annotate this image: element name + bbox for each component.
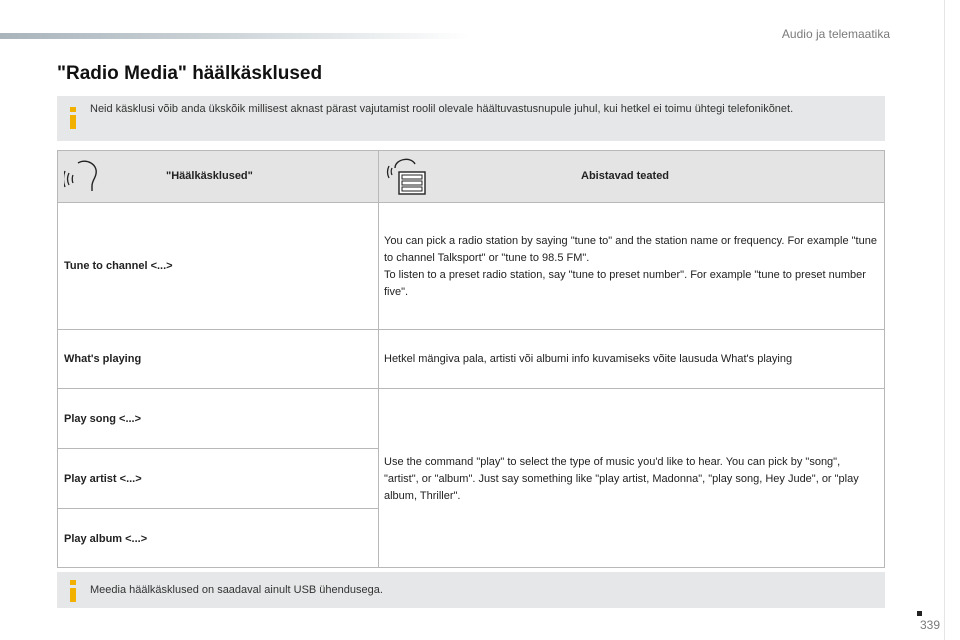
table-header (58, 151, 884, 203)
help-messages-icon (385, 156, 427, 196)
command-whats-playing: What's playing (64, 353, 142, 365)
page-number (920, 618, 940, 632)
info-note-text: Meedia häälkäsklused on saadaval ainult USB ühendusega. (90, 584, 383, 596)
page-marker (917, 611, 922, 616)
info-note-top (57, 96, 885, 141)
column-header-help: Abistavad teated (581, 170, 670, 182)
row-divider (58, 448, 378, 449)
help-play-commands: Use the command "play" to select the type of music you'd like to hear. You can pick by "song", "artist", or "album". Just say something like "play artist, Madonna", "play song, Hey Jude", or "play album, Thriller". (384, 456, 859, 502)
column-divider (378, 151, 379, 567)
row-divider (58, 388, 884, 389)
command-tune-to-channel: Tune to channel <...> (64, 260, 173, 272)
voice-commands-table (57, 150, 885, 568)
command-play-artist: Play artist <...> (64, 473, 142, 485)
help-text: You can pick a radio station by saying "tune to" and the station name or frequency. For example "tune to channel Talksport" or "tune to 98.5 FM". (384, 235, 877, 264)
header-bar (0, 33, 470, 39)
help-whats-playing: Hetkel mängiva pala, artisti või albumi info kuvamiseks võite lausuda What's playing (384, 353, 793, 365)
info-note-text: Neid käsklusi võib anda ükskõik millisest aknast pärast vajutamist roolil olevale häältuvastusnupule juhul, kui hetkel ei toimu ühtegi telefonikõnet. (90, 103, 794, 115)
page-number-text: 339 (919, 618, 940, 632)
column-header-commands: "Häälkäsklused" (166, 170, 253, 182)
row-divider (58, 508, 378, 509)
section-header: Audio ja telemaatika (781, 27, 890, 41)
command-play-album: Play album <...> (64, 533, 148, 545)
row-divider (58, 329, 884, 330)
voice-command-icon (64, 159, 100, 193)
command-play-song: Play song <...> (64, 413, 142, 425)
help-tune-to-channel (384, 233, 881, 301)
info-note-bottom (57, 572, 885, 608)
help-text: To listen to a preset radio station, say "tune to preset number". For example "tune to preset number five". (384, 269, 866, 298)
page-edge-rule (944, 0, 945, 640)
info-icon (70, 580, 76, 602)
info-icon (70, 107, 76, 129)
page-title: "Radio Media" häälkäsklused (57, 63, 323, 84)
